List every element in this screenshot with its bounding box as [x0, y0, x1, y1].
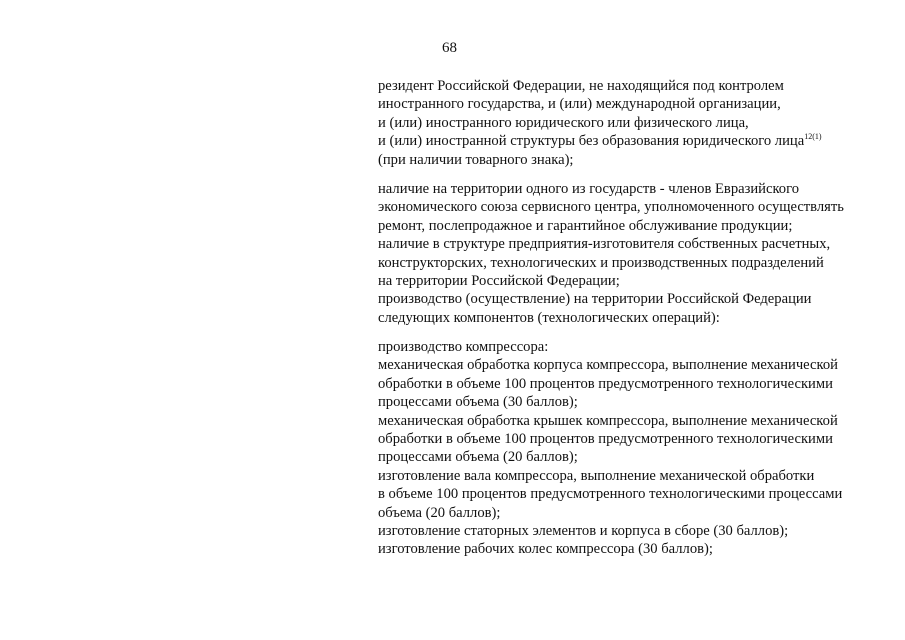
text-line: (при наличии товарного знака); [378, 151, 574, 168]
text-line: иностранного государства, и (или) международной организации, [378, 96, 781, 113]
text-line: резидент Российской Федерации, не находящийся под контролем [378, 78, 784, 94]
text-line: изготовление статорных элементов и корпуса в сборе (30 баллов); [378, 523, 789, 540]
text-line: конструкторских, технологических и производственных подразделений [378, 254, 824, 271]
text-line: изготовление рабочих колес компрессора (30 баллов); [378, 541, 713, 558]
footnote-reference: 12(1) [804, 132, 822, 142]
text-line: производство (осуществление) на территории Российской Федерации [378, 291, 812, 308]
text-line: объема (20 баллов); [378, 504, 501, 521]
paragraph-resident-status [378, 77, 878, 169]
text-line: наличие в структуре предприятия-изготовителя собственных расчетных, [378, 236, 831, 253]
text-line: следующих компонентов (технологических операций): [378, 309, 720, 326]
text-line: и (или) иностранного юридического или физического лица, [378, 114, 749, 131]
text-line: на территории Российской Федерации; [378, 273, 620, 290]
text-line: процессами объема (20 баллов); [378, 449, 578, 466]
text-line: изготовление вала компрессора, выполнение механической обработки [378, 467, 815, 484]
text-line: процессами объема (30 баллов); [378, 394, 578, 411]
text-line [378, 132, 878, 150]
text-line: производство компрессора: [378, 339, 549, 355]
text-line: наличие на территории одного из государств - членов Евразийского [378, 181, 800, 197]
text-line: ремонт, послепродажное и гарантийное обслуживание продукции; [378, 217, 793, 234]
paragraph-compressor-production [378, 338, 878, 559]
page-number: 68 [442, 40, 457, 56]
text-line: механическая обработка крышек компрессора, выполнение механической [378, 412, 838, 429]
text-line: в объеме 100 процентов предусмотренного технологическими процессами [378, 486, 843, 503]
paragraph-service-and-production [378, 180, 878, 327]
text-line: обработки в объеме 100 процентов предусмотренного технологическими [378, 375, 833, 392]
text-line-content: и (или) иностранной структуры без образования юридического лица [378, 133, 805, 150]
text-line: экономического союза сервисного центра, уполномоченного осуществлять [378, 199, 844, 216]
text-line: обработки в объеме 100 процентов предусмотренного технологическими [378, 431, 833, 448]
text-line: механическая обработка корпуса компрессора, выполнение механической [378, 357, 838, 374]
